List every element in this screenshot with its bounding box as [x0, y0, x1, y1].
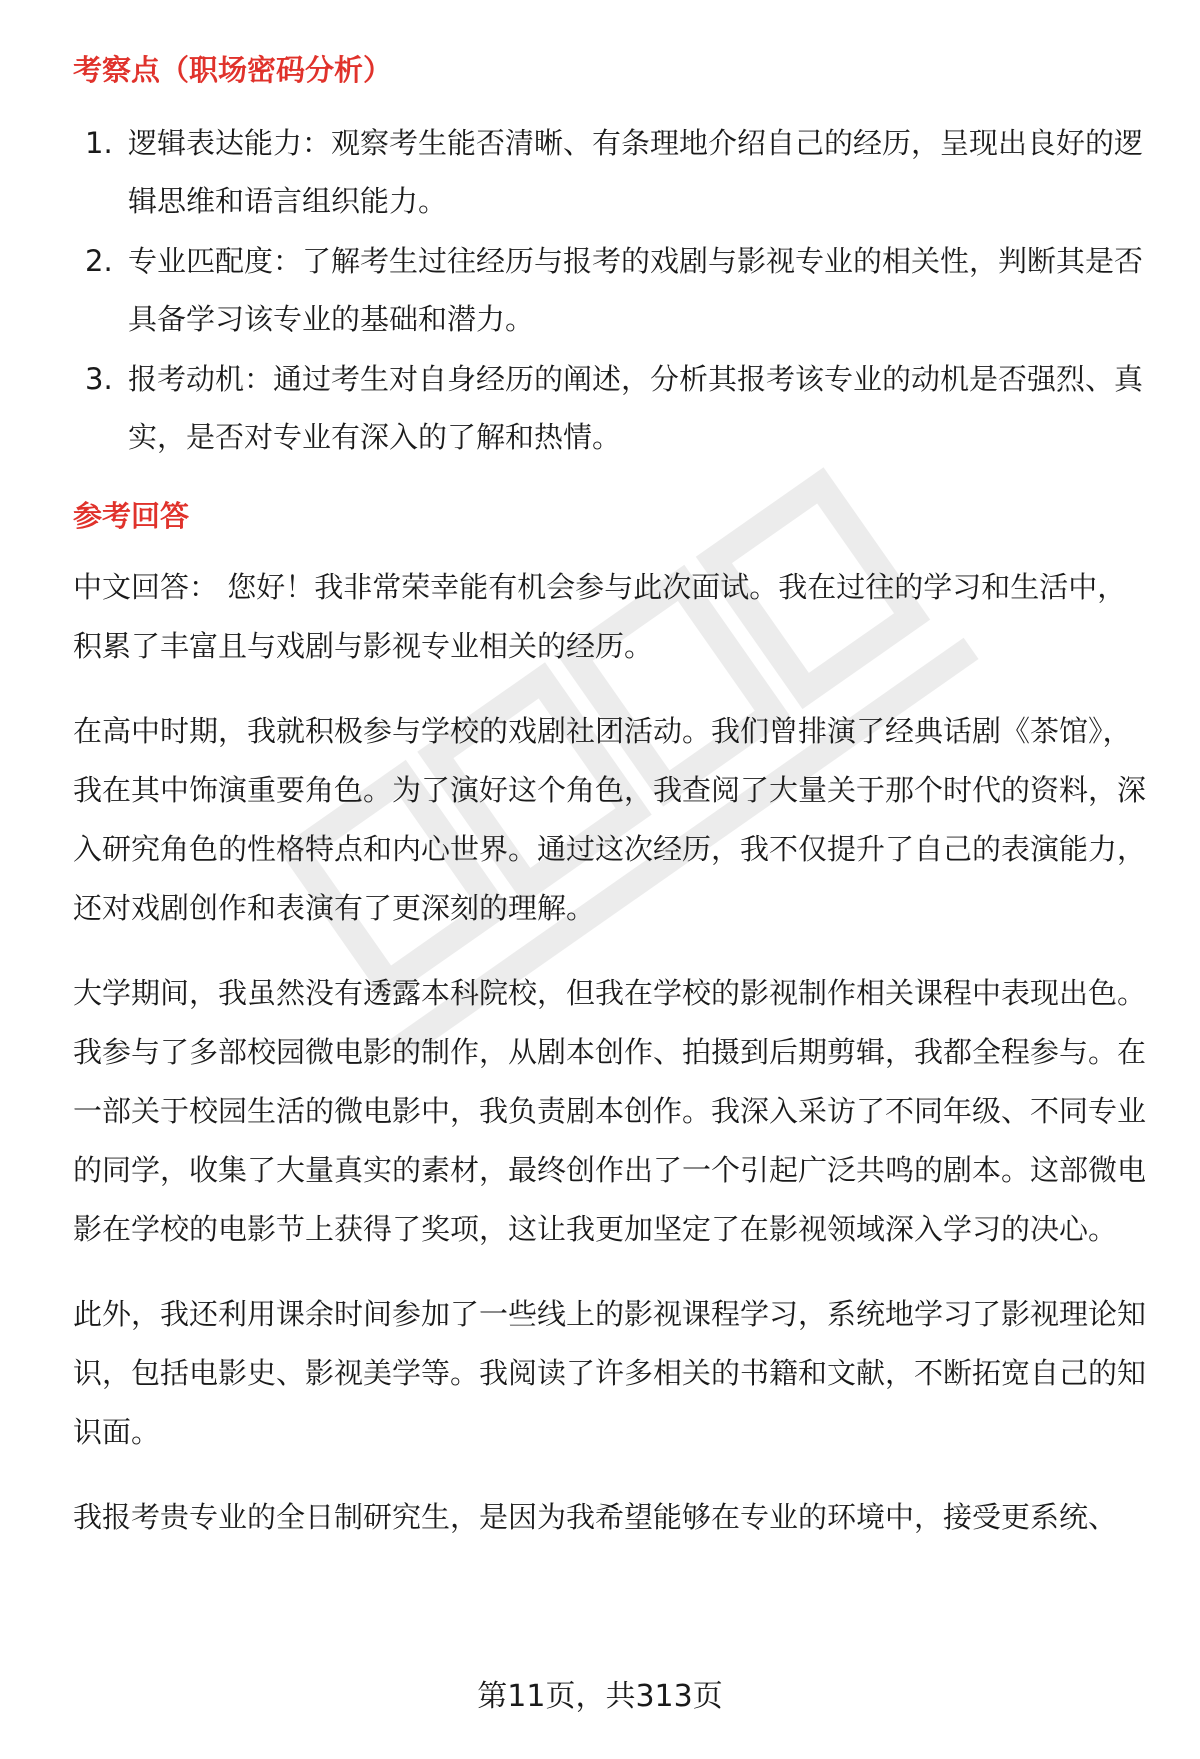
- list-item-number: 3.: [85, 362, 113, 396]
- answer-paragraph: 此外，我还利用课余时间参加了一些线上的影视课程学习，系统地学习了影视理论知识，包括电影史、影视美学等。我阅读了许多相关的书籍和文献，不断拓宽自己的知识面。: [73, 1297, 1147, 1449]
- list-item-number: 1.: [85, 126, 113, 160]
- answer-paragraph: 大学期间，我虽然没有透露本科院校，但我在学校的影视制作相关课程中表现出色。我参与了多部校园微电影的制作，从剧本创作、拍摄到后期剪辑，我都全程参与。在一部关于校园生活的微电影中，我负责剧本创作。我深入采访了不同年级、不同专业的同学，收集了大量真实的素材，最终创作出了一个引起广泛共鸣的剧本。这部微电影在学校的电影节上获得了奖项，这让我更加坚定了在影视领域深入学习的决心。: [73, 976, 1147, 1246]
- assessment-points-heading: 考察点（职场密码分析）: [73, 53, 393, 87]
- list-item: [73, 114, 1148, 230]
- list-item: [73, 232, 1148, 348]
- answer-paragraph: 在高中时期，我就积极参与学校的戏剧社团活动。我们曾排演了经典话剧《茶馆》，我在其中饰演重要角色。为了演好这个角色，我查阅了大量关于那个时代的资料，深入研究角色的性格特点和内心世界。通过这次经历，我不仅提升了自己的表演能力，还对戏剧创作和表演有了更深刻的理解。: [73, 714, 1147, 925]
- assessment-points-list: [73, 114, 1148, 466]
- list-item: [73, 350, 1148, 466]
- answer-paragraph: 我报考贵专业的全日制研究生，是因为我希望能够在专业的环境中，接受更系统、: [73, 1500, 1118, 1534]
- list-item-text: 逻辑表达能力：观察考生能否清晰、有条理地介绍自己的经历，呈现出良好的逻辑思维和语言组织能力。: [128, 126, 1144, 218]
- answer-paragraph: 中文回答： 您好！我非常荣幸能有机会参与此次面试。我在过往的学习和生活中，积累了丰富且与戏剧与影视专业相关的经历。: [73, 570, 1127, 663]
- list-item-text: 专业匹配度：了解考生过往经历与报考的戏剧与影视专业的相关性，判断其是否具备学习该专业的基础和潜力。: [128, 244, 1144, 336]
- list-item-number: 2.: [85, 244, 113, 278]
- page-number-footer: 第11页，共313页: [477, 1679, 723, 1714]
- reference-answer-heading: 参考回答: [73, 499, 190, 533]
- document-page: [73, 48, 1148, 1573]
- list-item-text: 报考动机：通过考生对自身经历的阐述，分析其报考该专业的动机是否强烈、真实，是否对专业有深入的了解和热情。: [128, 362, 1144, 454]
